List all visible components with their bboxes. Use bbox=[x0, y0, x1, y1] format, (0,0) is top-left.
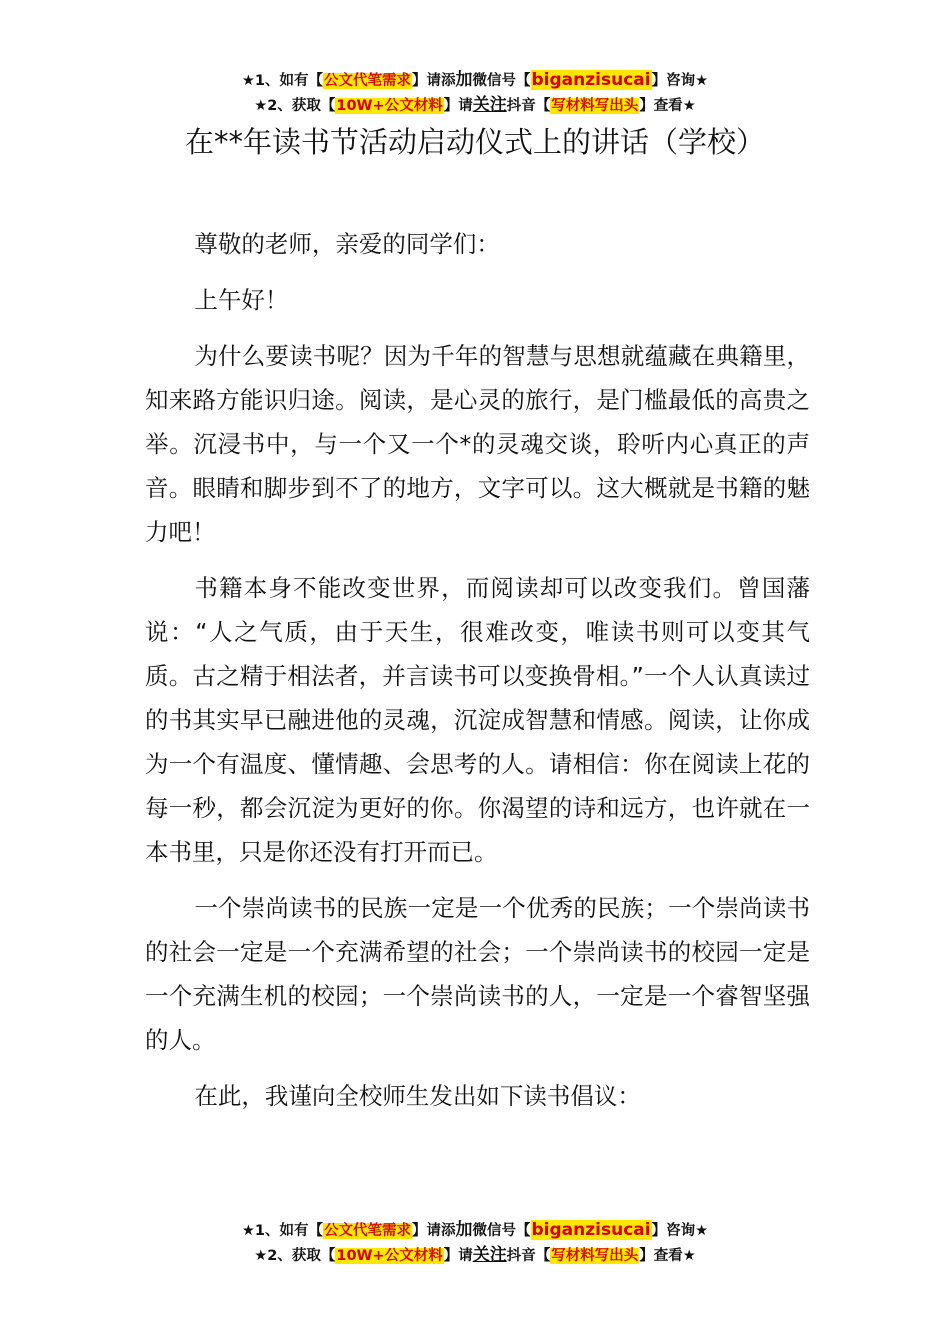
body-paragraph: 为什么要读书呢？因为千年的智慧与思想就蕴藏在典籍里，知来路方能识归途。阅读，是心灵的旅行，是门槛最低的高贵之举。沉浸书中，与一个又一个*的灵魂交谈，聆听内心真正的声音。眼睛和脚步到不了的地方，文字可以。这大概就是书籍的魅力吧！ bbox=[145, 342, 810, 546]
banner-text: 】请添 bbox=[412, 1223, 456, 1239]
header-banner-line-1 bbox=[0, 68, 950, 93]
banner-text: 】咨询★ bbox=[651, 73, 709, 89]
banner-text: ★2、获取【 bbox=[254, 98, 336, 114]
banner-highlight: biganzisucai bbox=[531, 70, 651, 90]
banner-text: 】咨询★ bbox=[651, 1223, 709, 1239]
body-paragraph: 书籍本身不能改变世界，而阅读却可以改变我们。曾国藩说：“人之气质，由于天生，很难改变，唯读书则可以变其气质。古之精于相法者，并言读书可以变换骨相。”一个人认真读过的书其实早已融进他的灵魂，沉淀成智慧和情感。阅读，让你成为一个有温度、懂情趣、会思考的人。请相信：你在阅读上花的每一秒，都会沉淀为更好的你。你渴望的诗和远方，也许就在一本书里，只是你还没有打开而已。 bbox=[145, 574, 810, 866]
greeting: 上午好！ bbox=[194, 286, 289, 314]
banner-text: ★1、如有【 bbox=[241, 73, 324, 89]
banner-text: 】查看★ bbox=[639, 98, 696, 114]
banner-highlight: 公文代笔需求 bbox=[324, 1223, 412, 1239]
banner-highlight: 公文代笔需求 bbox=[324, 73, 412, 89]
banner-text: 】请添 bbox=[412, 73, 456, 89]
banner-highlight: 写材料写出头 bbox=[551, 1248, 639, 1264]
banner-emphasis: 加 bbox=[455, 1220, 473, 1240]
footer-banner bbox=[0, 1218, 950, 1268]
banner-emphasis: 加 bbox=[455, 70, 473, 90]
header-banner-line-2 bbox=[0, 93, 950, 118]
banner-text: 】查看★ bbox=[639, 1248, 696, 1264]
body-paragraph: 一个崇尚读书的民族一定是一个优秀的民族；一个崇尚读书的社会一定是一个充满希望的社会；一个崇尚读书的校园一定是一个充满生机的校园；一个崇尚读书的人，一定是一个睿智坚强的人。 bbox=[145, 894, 810, 1054]
document-body bbox=[145, 222, 810, 1130]
banner-text: ★2、获取【 bbox=[254, 1248, 336, 1264]
banner-text: 】请 bbox=[443, 98, 473, 114]
banner-emphasis: 关注 bbox=[472, 95, 507, 115]
salutation: 尊敬的老师，亲爱的同学们： bbox=[194, 230, 500, 258]
banner-text: 抖音【 bbox=[506, 1248, 551, 1264]
banner-emphasis: 关注 bbox=[472, 1245, 507, 1265]
banner-text: 微信号【 bbox=[472, 1223, 531, 1239]
footer-banner-line-1 bbox=[0, 1218, 950, 1243]
banner-highlight: 10W+公文材料 bbox=[336, 1248, 443, 1264]
header-banner bbox=[0, 68, 950, 118]
banner-highlight: biganzisucai bbox=[531, 1220, 651, 1240]
body-paragraph: 在此，我谨向全校师生发出如下读书倡议： bbox=[194, 1082, 641, 1110]
banner-text: 抖音【 bbox=[506, 98, 551, 114]
footer-banner-line-2 bbox=[0, 1243, 950, 1268]
banner-text: ★1、如有【 bbox=[241, 1223, 324, 1239]
banner-highlight: 写材料写出头 bbox=[551, 98, 639, 114]
document-title: 在**年读书节活动启动仪式上的讲话（学校） bbox=[184, 125, 765, 159]
banner-text: 】请 bbox=[443, 1248, 473, 1264]
banner-text: 微信号【 bbox=[472, 73, 531, 89]
banner-highlight: 10W+公文材料 bbox=[336, 98, 443, 114]
